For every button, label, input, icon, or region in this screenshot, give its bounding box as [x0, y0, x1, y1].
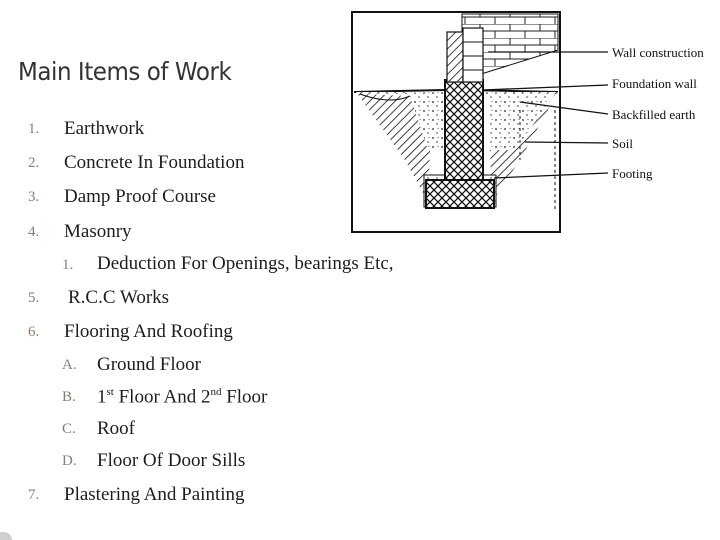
sublist-number: 1.: [62, 257, 74, 273]
list-item: Damp Proof Course: [64, 186, 216, 207]
sublist-number: C.: [62, 421, 76, 437]
sublist-item: Ground Floor: [97, 354, 201, 375]
list-number: 6.: [28, 324, 40, 340]
foundation-wall: [445, 80, 483, 180]
label-wall-construction: Wall construction: [612, 45, 704, 60]
list-number: 1.: [28, 121, 40, 137]
sublist-number: D.: [62, 453, 77, 469]
list-number: 5.: [28, 290, 40, 306]
sublist-item: 1st Floor And 2nd Floor: [97, 386, 268, 408]
sublist-item: Floor Of Door Sills: [97, 450, 246, 471]
slide-corner-mark: [0, 532, 12, 540]
label-footing: Footing: [612, 166, 653, 181]
sublist-item: Roof: [97, 418, 135, 439]
slide-title: Main Items of Work: [18, 57, 232, 86]
list-item: Plastering And Painting: [64, 484, 245, 505]
list-item: Earthwork: [64, 118, 145, 139]
list-item: Masonry: [64, 221, 132, 242]
list-number: 4.: [28, 224, 40, 240]
label-soil: Soil: [612, 136, 633, 151]
label-foundation-wall: Foundation wall: [612, 76, 697, 91]
sublist-number: A.: [62, 357, 77, 373]
list-item: Flooring And Roofing: [64, 321, 233, 342]
list-number: 3.: [28, 189, 40, 205]
list-number: 7.: [28, 487, 40, 503]
footing: [426, 180, 494, 208]
sublist-number: B.: [62, 389, 76, 405]
label-backfilled-earth: Backfilled earth: [612, 107, 696, 122]
sublist-item: Deduction For Openings, bearings Etc,: [97, 253, 394, 274]
list-number: 2.: [28, 155, 40, 171]
list-item: R.C.C Works: [68, 287, 170, 308]
foundation-diagram: [350, 10, 720, 235]
list-item: Concrete In Foundation: [64, 152, 245, 173]
